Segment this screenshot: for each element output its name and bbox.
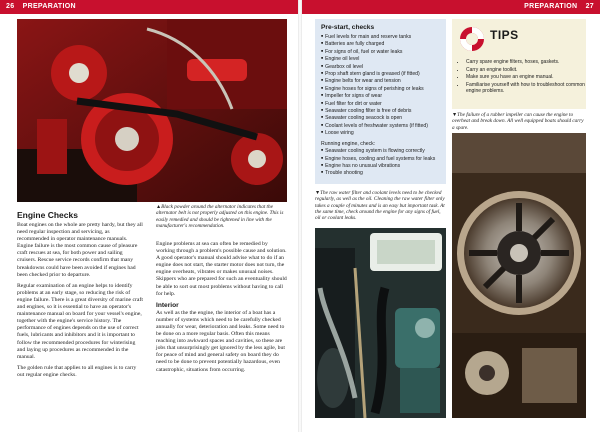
- engine-checks-section: [17, 210, 143, 383]
- tips-item: • Familiarise yourself with how to troubleshoot common engine problems.: [466, 82, 590, 95]
- running-item: ■ Engine has no unusual vibrations: [321, 162, 440, 169]
- engine-checks-paragraph-2: Regular examination of an engine helps to identify problems at an early stage, so reducing the risk of engine failure. There is a great diversity of marine craft and engines, so it is essential to have an operator's maintenance manual on board for your vessel's engine, together with the engine's service history. The performance of engines depends on the use of correct fuels, lubricants and inhibitors and it is important to follow the recommended procedures for winterising and laying up procedures as recommended in the manual.: [17, 282, 143, 360]
- lifebuoy-icon: [458, 25, 486, 53]
- running-item: ■ Seawater cooling system is flowing correctly: [321, 147, 440, 154]
- filter-caption: ▼The raw water filter and coolant levels need to be checked regularly, as well as the oil. Cleaning the raw water filter only takes a couple of minutes and is an easy but important task. At the same time, check around the engine for any signs of fuel, oil or coolant leaks.: [315, 190, 445, 222]
- running-item: ■ Trouble shooting: [321, 169, 440, 176]
- prestart-heading: Pre-start, checks: [321, 24, 375, 31]
- engine-alternator-photo: [17, 19, 287, 202]
- running-item: ■ Engine hoses, cooling and fuel systems for leaks: [321, 155, 440, 162]
- prestart-item: ■ Fuel levels for main and reserve tanks: [321, 33, 440, 40]
- prestart-list: [321, 33, 440, 137]
- prestart-item: ■ Batteries are fully charged: [321, 40, 440, 47]
- prestart-item: ■ For signs of oil, fuel or water leaks: [321, 48, 440, 55]
- prestart-item: ■ Impeller for signs of wear: [321, 92, 440, 99]
- tips-item: • Carry an engine toolkit.: [466, 67, 590, 73]
- impeller-image: [452, 133, 586, 418]
- tips-box: [452, 19, 586, 109]
- prestart-item: ■ Fuel filter for dirt or water: [321, 100, 440, 107]
- raw-water-filter-photo: [315, 228, 446, 418]
- tips-item: • Make sure you have an engine manual.: [466, 74, 590, 80]
- engine-checks-heading: Engine Checks: [17, 210, 78, 220]
- prestart-item: ■ Prop shaft stern gland is greased (if fitted): [321, 70, 440, 77]
- page-gutter: [298, 0, 302, 432]
- prestart-item: ■ Coolant levels of freshwater systems (if fitted): [321, 122, 440, 129]
- prestart-item: ■ Engine hoses for signs of perishing or leaks: [321, 85, 440, 92]
- troubleshooting-paragraph: Engine problems at sea can often be remedied by working through a problem's possible cause and solution. A good operator's manual should advise what to do if an engine does not start, the starter motor does not turn, the engine overheats, vibrates or makes unusual noises. Skippers who are prepared for such an eventuality should be able to sort out most problems without having to call for help.: [156, 241, 287, 297]
- troubleshooting-section: [156, 241, 288, 378]
- right-section-title: PREPARATION: [524, 3, 578, 10]
- engine-checks-paragraph-3: The golden rule that applies to all engines is to carry out regular engine checks.: [17, 364, 137, 378]
- running-heading: Running engine, check:: [321, 140, 376, 147]
- prestart-item: ■ Seawater cooling filter is free of debris: [321, 107, 440, 114]
- right-page-header: [524, 0, 594, 14]
- prestart-item: ■ Gearbox oil level: [321, 63, 440, 70]
- tips-list: [458, 59, 590, 96]
- alternator-caption: ▲Black powder around the alternator indicates that the alternator belt is not properly adjusted on this engine. This is easily remedied and should be tightened in line with the manufacturer's recommendation.: [156, 204, 284, 229]
- interior-heading: Interior: [156, 301, 179, 309]
- tips-heading: TIPS: [490, 28, 519, 42]
- raw-water-filter-image: [315, 228, 446, 418]
- prestart-item: ■ Engine oil level: [321, 55, 440, 62]
- impeller-caption: ▼The failure of a rubber impeller can cause the engine to overheat and break down. All well equipped boats should carry a spare.: [452, 112, 584, 131]
- engine-checks-paragraph-1: Boat engines on the whole are pretty hardy, but they all need regular inspection and servicing, as recommended in operator maintenance manuals. Engine failure is the most common cause of pleasure craft rescues at sea, for both power and sailing cruisers. Rescue service records confirm that many breakdowns could have been avoided if engines had been checked prior to departure.: [17, 222, 143, 278]
- left-page-number: 26: [6, 3, 15, 10]
- prestart-item: ■ Seawater cooling seacock is open: [321, 114, 440, 121]
- prestart-item: ■ Loose wiring: [321, 129, 440, 136]
- engine-alternator-image: [17, 19, 287, 202]
- impeller-photo: [452, 133, 586, 418]
- interior-paragraph: As well as the the engine, the interior of a boat has a number of systems which need to be carefully checked annually for wear, deterioration and leaks. Some need to be done on a more regular basis. Often this means reaching into awkward spaces and cavities, so these are jobs that unsurprisingly get ignored by the less agile, but for peace of mind and general safety on board they do need to be done to prevent potentially hazardous, even catastrophic, situations from occurring.: [156, 309, 285, 373]
- prestart-item: ■ Engine belts for wear and tension: [321, 77, 440, 84]
- left-section-title: PREPARATION: [22, 3, 76, 10]
- left-page-header: [6, 0, 76, 14]
- running-list: [321, 147, 440, 177]
- tips-item: • Carry spare engine filters, hoses, gaskets.: [466, 59, 590, 65]
- prestart-checks-box: [315, 19, 446, 184]
- right-page-number: 27: [585, 3, 594, 10]
